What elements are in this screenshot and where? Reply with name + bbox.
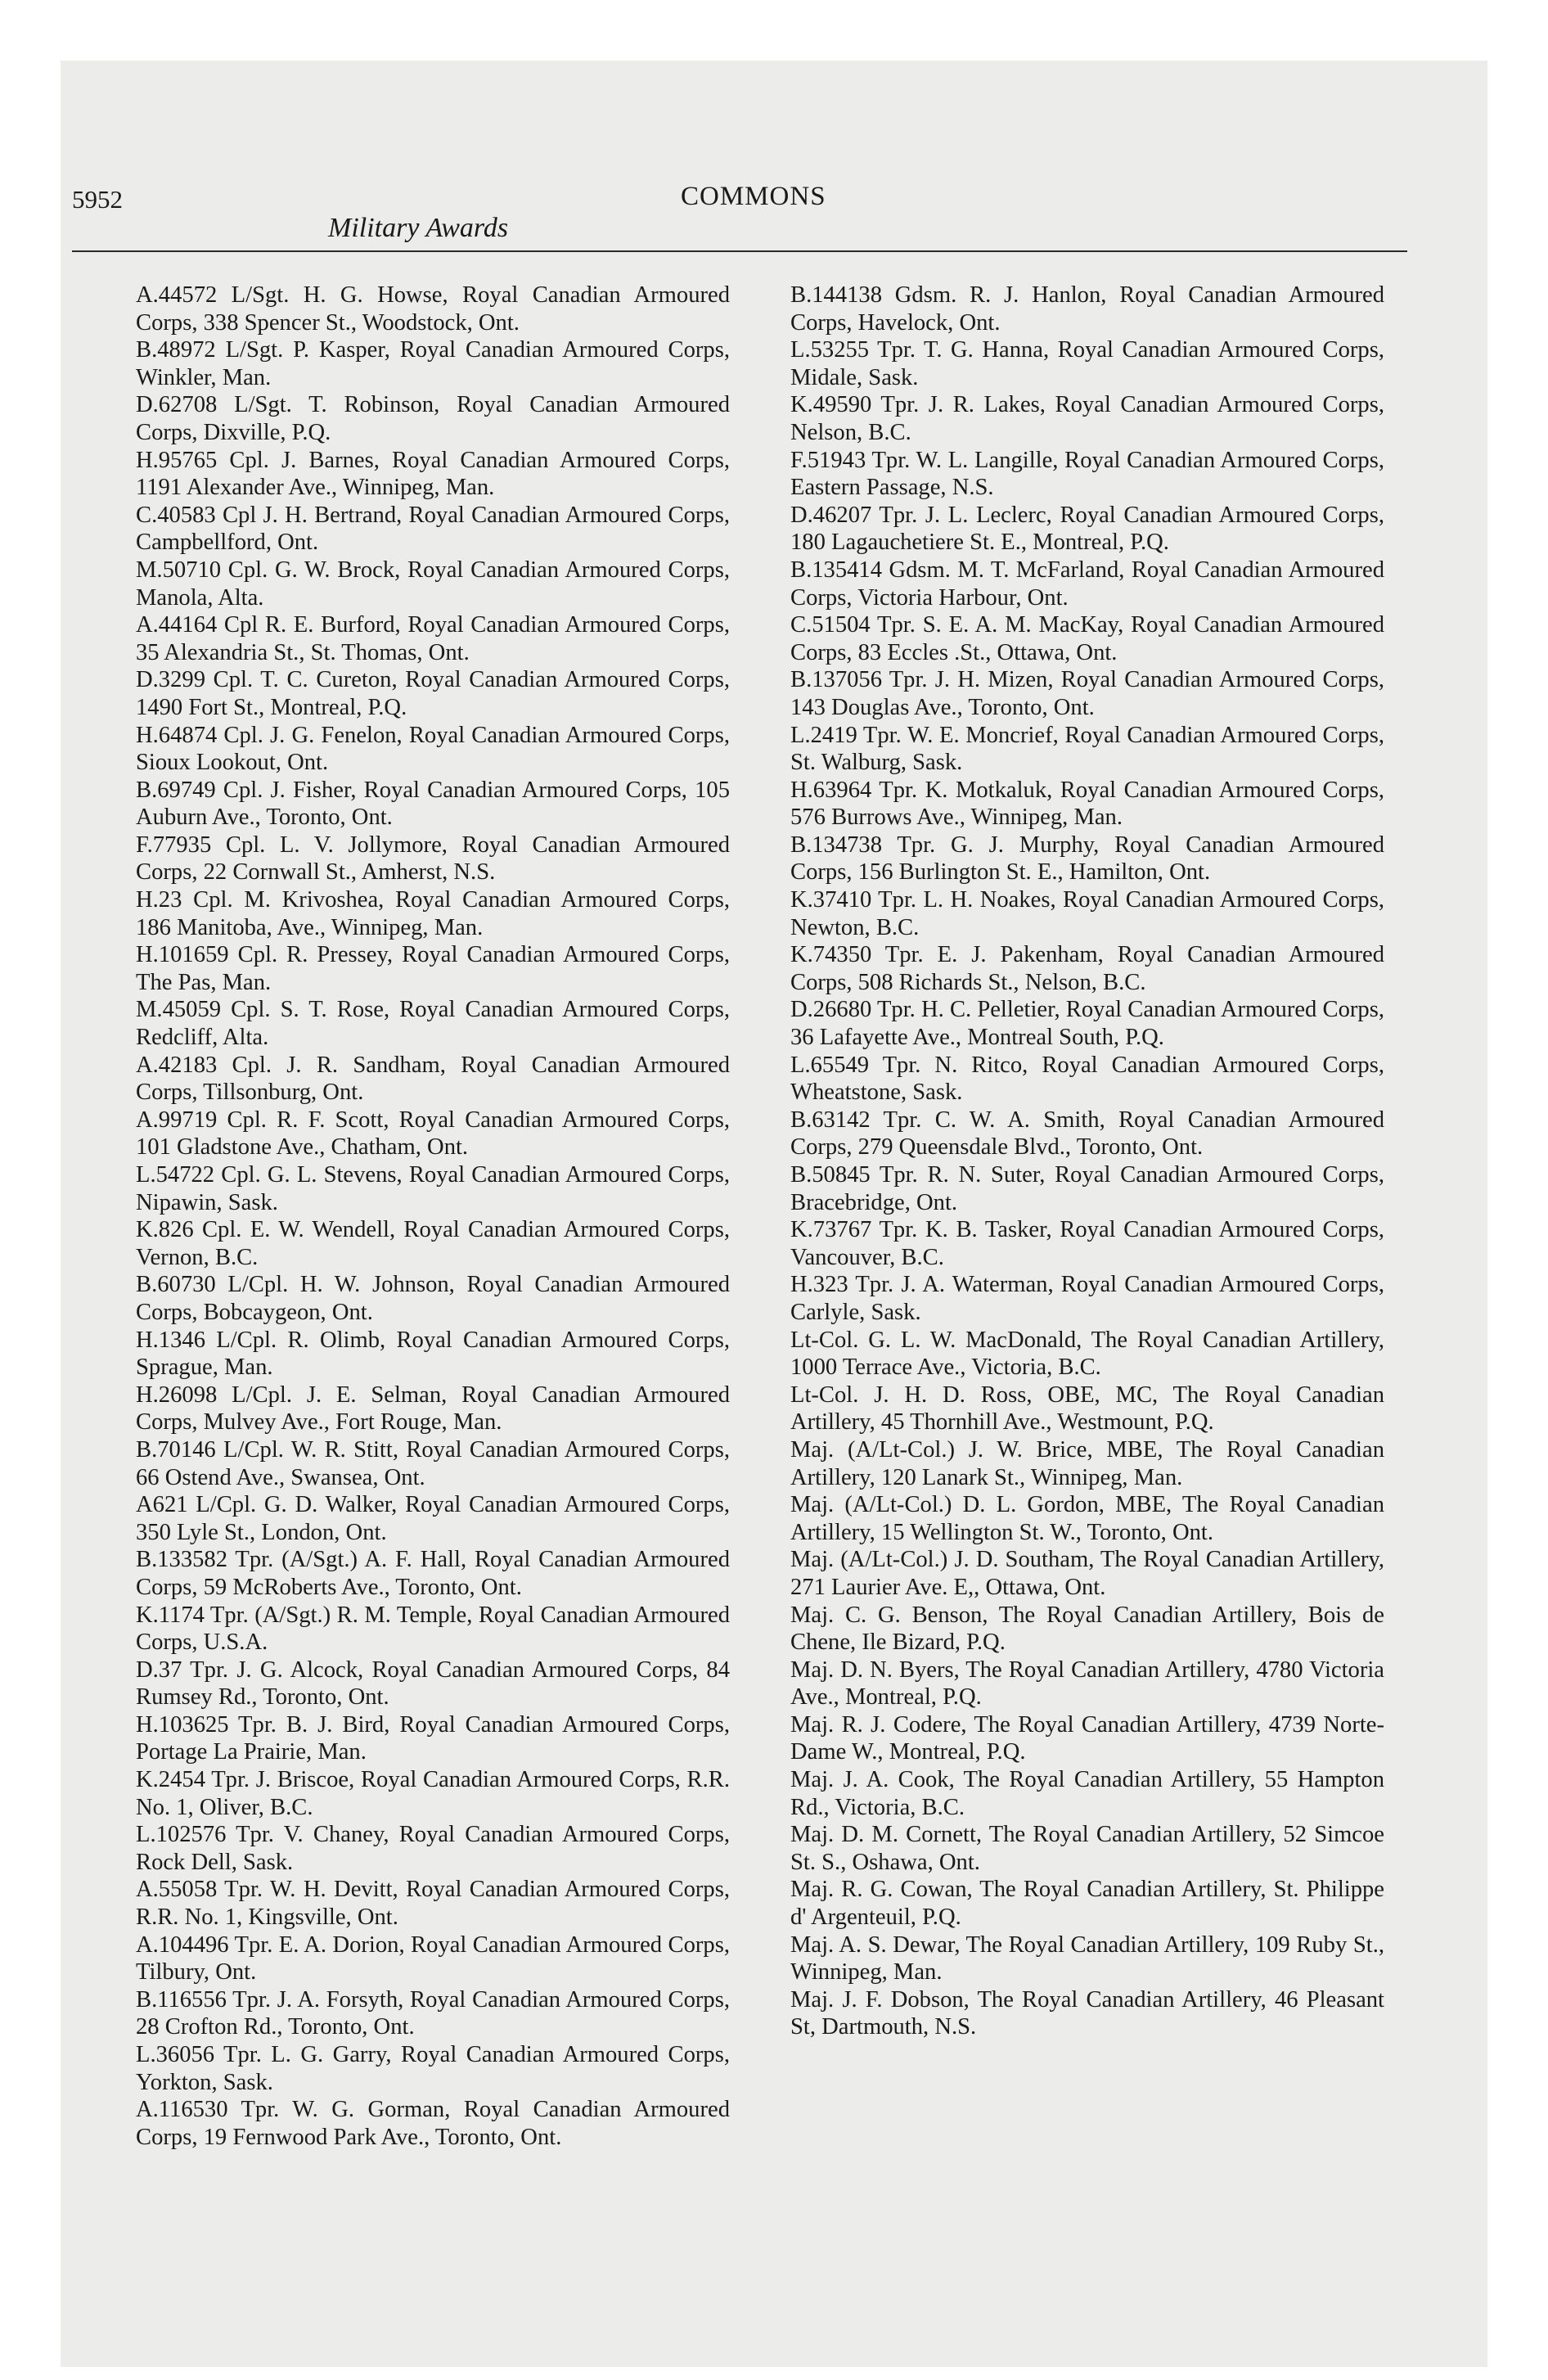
award-entry: B.48972 L/Sgt. P. Kasper, Royal Canadian Armoured Corps, Winkler, Man. — [136, 337, 730, 390]
left-column — [136, 282, 730, 2151]
award-entry: D.46207 Tpr. J. L. Leclerc, Royal Canadian Armoured Corps, 180 Lagauchetiere St. E., Montreal, P.Q. — [790, 502, 1384, 556]
award-entry: Maj. D. M. Cornett, The Royal Canadian Artillery, 52 Simcoe St. S., Oshawa, Ont. — [790, 1822, 1384, 1875]
award-entry: Maj. A. S. Dewar, The Royal Canadian Artillery, 109 Ruby St., Winnipeg, Man. — [790, 1931, 1384, 1986]
award-entry: L.102576 Tpr. V. Chaney, Royal Canadian Armoured Corps, Rock Dell, Sask. — [136, 1822, 730, 1875]
award-entry: Lt-Col. J. H. D. Ross, OBE, MC, The Royal Canadian Artillery, 45 Thornhill Ave., Westmount, P.Q. — [790, 1382, 1384, 1436]
award-entry: C.40583 Cpl J. H. Bertrand, Royal Canadian Armoured Corps, Campbellford, Ont. — [136, 502, 730, 556]
section-title: Military Awards — [328, 213, 509, 243]
award-entry: K.37410 Tpr. L. H. Noakes, Royal Canadian Armoured Corps, Newton, B.C. — [790, 887, 1384, 940]
award-entry: H.101659 Cpl. R. Pressey, Royal Canadian Armoured Corps, The Pas, Man. — [136, 942, 730, 995]
award-entry: A.44164 Cpl R. E. Burford, Royal Canadian Armoured Corps, 35 Alexandria St., St. Thomas, Ont. — [136, 612, 730, 665]
award-entry: B.60730 L/Cpl. H. W. Johnson, Royal Canadian Armoured Corps, Bobcaygeon, Ont. — [136, 1272, 730, 1325]
award-entry: D.37 Tpr. J. G. Alcock, Royal Canadian Armoured Corps, 84 Rumsey Rd., Toronto, Ont. — [136, 1657, 730, 1711]
award-entry: Maj. (A/Lt-Col.) J. W. Brice, MBE, The Royal Canadian Artillery, 120 Lanark St., Winnipeg, Man. — [790, 1436, 1384, 1490]
award-entry: A.99719 Cpl. R. F. Scott, Royal Canadian Armoured Corps, 101 Gladstone Ave., Chatham, Ont. — [136, 1107, 730, 1161]
award-entry: L.36056 Tpr. L. G. Garry, Royal Canadian Armoured Corps, Yorkton, Sask. — [136, 2042, 730, 2095]
award-entry: H.103625 Tpr. B. J. Bird, Royal Canadian Armoured Corps, Portage La Prairie, Man. — [136, 1711, 730, 1765]
award-entry: A.55058 Tpr. W. H. Devitt, Royal Canadian Armoured Corps, R.R. No. 1, Kingsville, Ont. — [136, 1877, 730, 1931]
award-entry: L.2419 Tpr. W. E. Moncrief, Royal Canadian Armoured Corps, St. Walburg, Sask. — [790, 722, 1384, 776]
award-entry: K.73767 Tpr. K. B. Tasker, Royal Canadian Armoured Corps, Vancouver, B.C. — [790, 1217, 1384, 1270]
running-head: COMMONS — [681, 182, 826, 211]
award-entry: Maj. (A/Lt-Col.) D. L. Gordon, MBE, The Royal Canadian Artillery, 15 Wellington St. W., Toronto, Ont. — [790, 1492, 1384, 1545]
award-entry: H.95765 Cpl. J. Barnes, Royal Canadian Armoured Corps, 1191 Alexander Ave., Winnipeg, Man. — [136, 447, 730, 501]
award-entry: B.69749 Cpl. J. Fisher, Royal Canadian Armoured Corps, 105 Auburn Ave., Toronto, Ont. — [136, 777, 730, 831]
award-entry: K.49590 Tpr. J. R. Lakes, Royal Canadian Armoured Corps, Nelson, B.C. — [790, 392, 1384, 445]
right-column — [790, 282, 1384, 2041]
award-entry: M.50710 Cpl. G. W. Brock, Royal Canadian Armoured Corps, Manola, Alta. — [136, 557, 730, 611]
award-entry: Lt-Col. G. L. W. MacDonald, The Royal Canadian Artillery, 1000 Terrace Ave., Victoria, B.C. — [790, 1327, 1384, 1381]
header-rule — [72, 250, 1407, 252]
award-entry: K.2454 Tpr. J. Briscoe, Royal Canadian Armoured Corps, R.R. No. 1, Oliver, B.C. — [136, 1767, 730, 1820]
award-entry: Maj. J. A. Cook, The Royal Canadian Artillery, 55 Hampton Rd., Victoria, B.C. — [790, 1767, 1384, 1820]
award-entry: D.3299 Cpl. T. C. Cureton, Royal Canadian Armoured Corps, 1490 Fort St., Montreal, P.Q. — [136, 667, 730, 720]
award-entry: K.826 Cpl. E. W. Wendell, Royal Canadian Armoured Corps, Vernon, B.C. — [136, 1217, 730, 1270]
award-entry: K.1174 Tpr. (A/Sgt.) R. M. Temple, Royal Canadian Armoured Corps, U.S.A. — [136, 1602, 730, 1656]
award-entry: A.44572 L/Sgt. H. G. Howse, Royal Canadian Armoured Corps, 338 Spencer St., Woodstock, Ont. — [136, 282, 730, 336]
award-entry: B.133582 Tpr. (A/Sgt.) A. F. Hall, Royal Canadian Armoured Corps, 59 McRoberts Ave., Toronto, Ont. — [136, 1547, 730, 1600]
award-entry: C.51504 Tpr. S. E. A. M. MacKay, Royal Canadian Armoured Corps, 83 Eccles .St., Ottawa, Ont. — [790, 612, 1384, 665]
award-entry: B.63142 Tpr. C. W. A. Smith, Royal Canadian Armoured Corps, 279 Queensdale Blvd., Toronto, Ont. — [790, 1107, 1384, 1161]
award-entry: Maj. (A/Lt-Col.) J. D. Southam, The Royal Canadian Artillery, 271 Laurier Ave. E,, Ottawa, Ont. — [790, 1547, 1384, 1600]
award-entry: F.77935 Cpl. L. V. Jollymore, Royal Canadian Armoured Corps, 22 Cornwall St., Amherst, N.S. — [136, 832, 730, 886]
award-entry: M.45059 Cpl. S. T. Rose, Royal Canadian Armoured Corps, Redcliff, Alta. — [136, 997, 730, 1051]
award-entry: B.135414 Gdsm. M. T. McFarland, Royal Canadian Armoured Corps, Victoria Harbour, Ont. — [790, 557, 1384, 611]
award-entry: H.1346 L/Cpl. R. Olimb, Royal Canadian Armoured Corps, Sprague, Man. — [136, 1327, 730, 1381]
award-entry: L.53255 Tpr. T. G. Hanna, Royal Canadian Armoured Corps, Midale, Sask. — [790, 337, 1384, 390]
award-entry: D.26680 Tpr. H. C. Pelletier, Royal Canadian Armoured Corps, 36 Lafayette Ave., Montreal South, P.Q. — [790, 997, 1384, 1051]
award-entry: Maj. C. G. Benson, The Royal Canadian Artillery, Bois de Chene, Ile Bizard, P.Q. — [790, 1602, 1384, 1656]
page-number: 5952 — [72, 185, 123, 214]
award-entry: A.42183 Cpl. J. R. Sandham, Royal Canadian Armoured Corps, Tillsonburg, Ont. — [136, 1052, 730, 1106]
award-entry: A621 L/Cpl. G. D. Walker, Royal Canadian Armoured Corps, 350 Lyle St., London, Ont. — [136, 1492, 730, 1545]
award-entry: B.70146 L/Cpl. W. R. Stitt, Royal Canadian Armoured Corps, 66 Ostend Ave., Swansea, Ont. — [136, 1436, 730, 1490]
award-entry: H.63964 Tpr. K. Motkaluk, Royal Canadian Armoured Corps, 576 Burrows Ave., Winnipeg, Man. — [790, 777, 1384, 831]
award-entry: Maj. R. G. Cowan, The Royal Canadian Artillery, St. Philippe d' Argenteuil, P.Q. — [790, 1877, 1384, 1931]
award-entry: B.50845 Tpr. R. N. Suter, Royal Canadian Armoured Corps, Bracebridge, Ont. — [790, 1162, 1384, 1215]
award-entry: B.134738 Tpr. G. J. Murphy, Royal Canadian Armoured Corps, 156 Burlington St. E., Hamilton, Ont. — [790, 832, 1384, 886]
page-header — [72, 121, 1407, 260]
award-entry: K.74350 Tpr. E. J. Pakenham, Royal Canadian Armoured Corps, 508 Richards St., Nelson, B.C. — [790, 942, 1384, 995]
award-entry: B.144138 Gdsm. R. J. Hanlon, Royal Canadian Armoured Corps, Havelock, Ont. — [790, 282, 1384, 336]
award-entry: L.54722 Cpl. G. L. Stevens, Royal Canadian Armoured Corps, Nipawin, Sask. — [136, 1162, 730, 1215]
award-entry: Maj. J. F. Dobson, The Royal Canadian Artillery, 46 Pleasant St, Dartmouth, N.S. — [790, 1986, 1384, 2040]
award-entry: L.65549 Tpr. N. Ritco, Royal Canadian Armoured Corps, Wheatstone, Sask. — [790, 1052, 1384, 1106]
award-entry: B.116556 Tpr. J. A. Forsyth, Royal Canadian Armoured Corps, 28 Crofton Rd., Toronto, Ont. — [136, 1986, 730, 2040]
award-entry: A.104496 Tpr. E. A. Dorion, Royal Canadian Armoured Corps, Tilbury, Ont. — [136, 1931, 730, 1986]
award-entry: Maj. R. J. Codere, The Royal Canadian Artillery, 4739 Norte-Dame W., Montreal, P.Q. — [790, 1711, 1384, 1765]
award-entry: H.323 Tpr. J. A. Waterman, Royal Canadian Armoured Corps, Carlyle, Sask. — [790, 1272, 1384, 1325]
award-entry: H.64874 Cpl. J. G. Fenelon, Royal Canadian Armoured Corps, Sioux Lookout, Ont. — [136, 722, 730, 776]
award-entry: B.137056 Tpr. J. H. Mizen, Royal Canadian Armoured Corps, 143 Douglas Ave., Toronto, Ont. — [790, 667, 1384, 720]
award-entry: F.51943 Tpr. W. L. Langille, Royal Canadian Armoured Corps, Eastern Passage, N.S. — [790, 447, 1384, 501]
award-entry: D.62708 L/Sgt. T. Robinson, Royal Canadian Armoured Corps, Dixville, P.Q. — [136, 392, 730, 445]
award-entry: Maj. D. N. Byers, The Royal Canadian Artillery, 4780 Victoria Ave., Montreal, P.Q. — [790, 1657, 1384, 1711]
award-entry: H.26098 L/Cpl. J. E. Selman, Royal Canadian Armoured Corps, Mulvey Ave., Fort Rouge, Man. — [136, 1382, 730, 1436]
award-entry: A.116530 Tpr. W. G. Gorman, Royal Canadian Armoured Corps, 19 Fernwood Park Ave., Toronto, Ont. — [136, 2097, 730, 2150]
award-entry: H.23 Cpl. M. Krivoshea, Royal Canadian Armoured Corps, 186 Manitoba, Ave., Winnipeg, Man. — [136, 887, 730, 940]
